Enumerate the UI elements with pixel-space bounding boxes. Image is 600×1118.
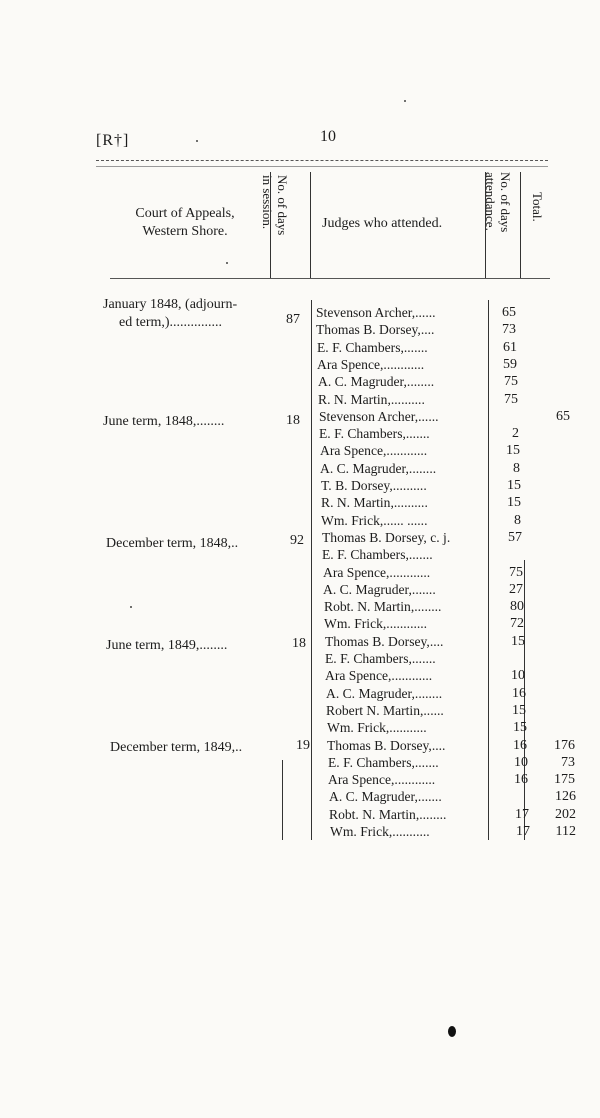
- total-header: Total.: [530, 192, 545, 222]
- judges-header: Judges who attended.: [322, 216, 443, 231]
- judge-name: Ara Spence,............: [325, 668, 433, 683]
- attendance-days: 59: [503, 357, 517, 372]
- judge-name: Ara Spence,............: [328, 772, 436, 787]
- attendance-days: 16: [513, 738, 527, 753]
- judge-name: Ara Spence,............: [317, 357, 425, 372]
- term-label: June term, 1848,........: [103, 414, 225, 429]
- judge-name: Robert N. Martin,......: [326, 703, 444, 718]
- term-label: January 1848, (adjourn- ed term,)...............: [103, 297, 238, 330]
- term-label: June term, 1849,........: [106, 638, 228, 653]
- judge-name: Wm. Frick,............: [324, 616, 428, 631]
- attendance-days: 16: [514, 772, 528, 787]
- judge-name: R. N. Martin,..........: [321, 495, 428, 510]
- vrule-1: [270, 172, 271, 278]
- judge-name: E. F. Chambers,.......: [322, 547, 433, 562]
- session-days: 18: [292, 636, 306, 651]
- vrule-2: [310, 172, 311, 278]
- judge-name: T. B. Dorsey,..........: [321, 478, 427, 493]
- judge-name: Stevenson Archer,......: [316, 305, 436, 320]
- total-days: 202: [555, 807, 576, 822]
- attendance-days: 8: [513, 461, 520, 476]
- session-days: 18: [286, 413, 300, 428]
- attendance-days: 75: [509, 565, 523, 580]
- total-days: 73: [561, 755, 575, 770]
- attendance-days: 65: [502, 305, 516, 320]
- attendance-days: 15: [512, 703, 526, 718]
- term-label: December term, 1849,..: [110, 740, 243, 755]
- judge-name: E. F. Chambers,.......: [328, 755, 439, 770]
- session-days: 87: [286, 312, 300, 327]
- attendance-days: 17: [516, 824, 530, 839]
- judge-name: Wm. Frick,...........: [330, 824, 430, 839]
- vrule-session: [282, 760, 283, 840]
- court-header: Court of Appeals, Western Shore.: [135, 206, 235, 239]
- vrule-4: [520, 172, 521, 278]
- ink-speck: [196, 140, 198, 142]
- judge-name: Robt. N. Martin,........: [324, 599, 442, 614]
- term-label: December term, 1848,..: [106, 536, 239, 551]
- judge-name: Wm. Frick,...... ......: [321, 513, 428, 528]
- judge-name: R. N. Martin,..........: [318, 392, 425, 407]
- attendance-days: 15: [513, 720, 527, 735]
- judge-name: A. C. Magruder,........: [326, 686, 443, 701]
- judge-name: A. C. Magruder,........: [320, 461, 437, 476]
- total-days: 65: [556, 409, 570, 424]
- days-in-session-header: No. of days in session.: [260, 175, 290, 236]
- page-mark: [R†]: [96, 132, 130, 149]
- attendance-days: 10: [514, 755, 528, 770]
- ink-blot: [448, 1026, 456, 1037]
- judge-name: Ara Spence,............: [323, 565, 431, 580]
- attendance-days: 15: [507, 478, 521, 493]
- top-rule-2: [96, 166, 548, 167]
- attendance-days: 57: [508, 530, 522, 545]
- judge-name: Stevenson Archer,......: [319, 409, 439, 424]
- judge-name: Wm. Frick,...........: [327, 720, 427, 735]
- ink-speck: [226, 262, 228, 264]
- attendance-days: 10: [511, 668, 525, 683]
- header-rule: [110, 278, 550, 279]
- judge-name: Ara Spence,............: [320, 443, 428, 458]
- attendance-days: 16: [512, 686, 526, 701]
- attendance-days: 80: [510, 599, 524, 614]
- attendance-days: 73: [502, 322, 516, 337]
- session-days: 92: [290, 533, 304, 548]
- days-attendance-header: No. of days attendance.: [483, 172, 513, 233]
- total-days: 175: [554, 772, 575, 787]
- judge-name: E. F. Chambers,.......: [317, 340, 428, 355]
- ink-speck: [130, 606, 132, 608]
- attendance-days: 72: [510, 616, 524, 631]
- attendance-days: 15: [507, 495, 521, 510]
- attendance-days: 27: [509, 582, 523, 597]
- ink-speck: [404, 100, 406, 102]
- judge-name: Thomas B. Dorsey, c. j.: [322, 530, 451, 545]
- attendance-days: 75: [504, 374, 518, 389]
- vrule-judges-left: [311, 300, 312, 840]
- attendance-days: 75: [504, 392, 518, 407]
- judge-name: Thomas B. Dorsey,....: [327, 738, 446, 753]
- judge-name: A. C. Magruder,........: [318, 374, 435, 389]
- session-days: 19: [296, 738, 310, 753]
- judge-name: Robt. N. Martin,........: [329, 807, 447, 822]
- page-number: 10: [320, 128, 336, 145]
- top-rule: [96, 160, 548, 161]
- judge-name: E. F. Chambers,.......: [319, 426, 430, 441]
- attendance-days: 8: [514, 513, 521, 528]
- judge-name: A. C. Magruder,.......: [323, 582, 436, 597]
- judge-name: A. C. Magruder,.......: [329, 789, 442, 804]
- attendance-days: 15: [511, 634, 525, 649]
- attendance-days: 17: [515, 807, 529, 822]
- judge-name: Thomas B. Dorsey,....: [325, 634, 444, 649]
- total-days: 112: [555, 824, 576, 839]
- attendance-days: 61: [503, 340, 517, 355]
- attendance-days: 2: [512, 426, 519, 441]
- total-days: 126: [555, 789, 576, 804]
- total-days: 176: [554, 738, 575, 753]
- attendance-days: 15: [506, 443, 520, 458]
- vrule-3: [485, 172, 486, 278]
- judge-name: Thomas B. Dorsey,....: [316, 322, 435, 337]
- judge-name: E. F. Chambers,.......: [325, 651, 436, 666]
